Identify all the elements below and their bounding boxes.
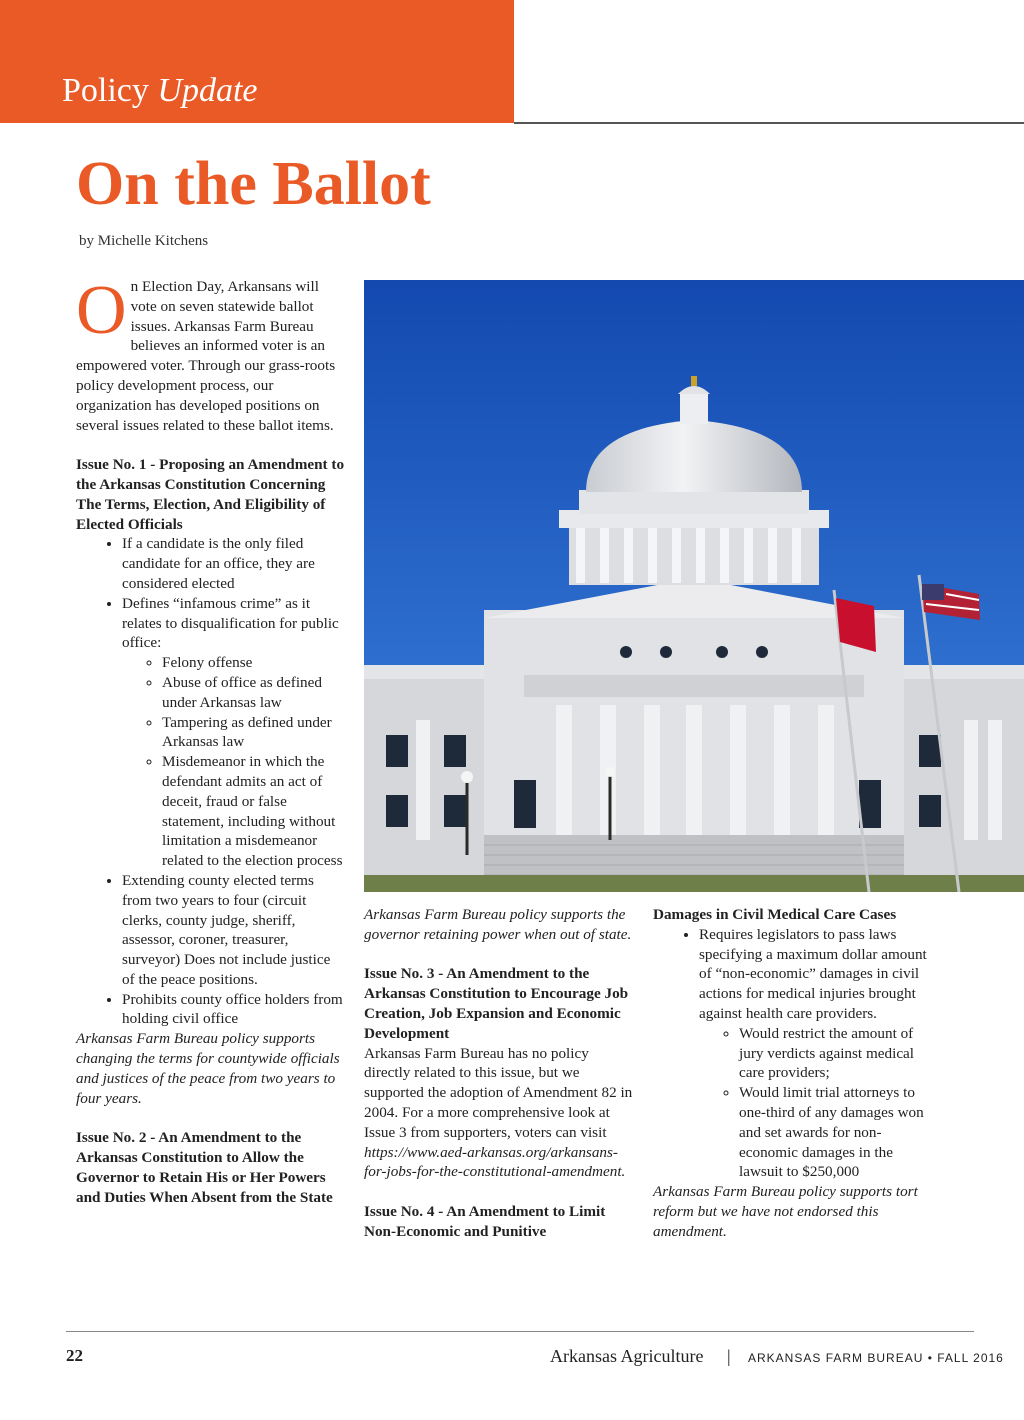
list-item-text: Requires legislators to pass laws specifying a maximum dollar amount of “non-economic” damages in civil actions for medical injuries brought against health care providers. xyxy=(699,925,927,1022)
list-item: • If a candidate is the only filed candidate for an office, they are considered elected xyxy=(122,534,346,593)
sub-list-item: ◦ Would restrict the amount of jury verdicts against medical care providers; xyxy=(739,1024,928,1083)
issue-4-heading-continued: Damages in Civil Medical Care Cases xyxy=(653,906,897,923)
byline: by Michelle Kitchens xyxy=(79,233,209,249)
footer-org-issue: ARKANSAS FARM BUREAU • FALL 2016 xyxy=(748,1351,1004,1365)
footer-separator: | xyxy=(727,1346,731,1366)
issue-3-heading: Issue No. 3 - An Amendment to the Arkansas Constitution to Encourage Job Creation, Job Expansion and Economic Development xyxy=(364,965,629,1042)
list-item xyxy=(122,594,346,871)
list-item-text: Defines “infamous crime” as it relates to disqualification for public office: xyxy=(122,594,339,652)
issue-4-heading: Issue No. 4 - An Amendment to Limit Non-Economic and Punitive xyxy=(364,1202,606,1240)
issue-3-link[interactable]: https://www.aed-arkansas.org/arkansans-for-jobs-for-the-constitutional-amendment. xyxy=(364,1143,626,1181)
drop-cap: O xyxy=(76,272,127,349)
section-label-word-italic: Update xyxy=(157,72,258,109)
page-number: 22 xyxy=(66,1346,83,1365)
issue-1-list xyxy=(76,534,346,1029)
column-1 xyxy=(76,272,346,1207)
footer-rule xyxy=(66,1331,974,1332)
sub-list-item: ◦ Misdemeanor in which the defendant admits an act of deceit, fraud or false statement, including without limitation a misdemeanor related to the election process xyxy=(162,752,346,871)
sub-list xyxy=(699,1024,928,1182)
issue-3-body xyxy=(364,1044,636,1183)
issue-4-policy: Arkansas Farm Bureau policy supports tort reform but we have not endorsed this amendment. xyxy=(653,1183,918,1240)
list-item: • Extending county elected terms from two years to four (circuit clerks, county judge, sheriff, assessor, coroner, treasurer, surveyor) Does not include justice of the peace positions. xyxy=(122,871,346,990)
list-item xyxy=(699,925,928,1182)
header-rule xyxy=(514,122,1024,124)
issue-2-policy: Arkansas Farm Bureau policy supports the governor retaining power when out of state. xyxy=(364,906,632,943)
section-label-word: Policy xyxy=(62,72,149,109)
issue-3-text: Arkansas Farm Bureau has no policy directly related to this issue, but we supported the adoption of Amendment 82 in 2004. For a more comprehensive look at Issue 3 from supporters, voters can visit xyxy=(364,1044,633,1141)
column-3 xyxy=(653,905,928,1242)
sub-list-item: ◦ Would limit trial attorneys to one-third of any damages won and set awards for non-economic damages in the lawsuit to $250,000 xyxy=(739,1083,928,1182)
issue-2-heading: Issue No. 2 - An Amendment to the Arkansas Constitution to Allow the Governor to Retain His or Her Powers and Duties When Absent from the State xyxy=(76,1129,333,1206)
issue-1-policy: Arkansas Farm Bureau policy supports changing the terms for countywide officials and justices of the peace from two years to four years. xyxy=(76,1030,340,1107)
intro-text: n Election Day, Arkansans will vote on seven statewide ballot issues. Arkansas Farm Bureau believes an informed voter is an empowered voter. Through our grass-roots policy development process, our organization has developed positions on several issues related to these ballot items. xyxy=(76,278,336,434)
sub-list-item: ◦ Abuse of office as defined under Arkansas law xyxy=(162,673,346,713)
issue-1-heading: Issue No. 1 - Proposing an Amendment to the Arkansas Constitution Concerning The Terms, Election, And Eligibility of Elected Officials xyxy=(76,456,345,533)
list-item: • Prohibits county office holders from holding civil office xyxy=(122,990,346,1030)
section-label xyxy=(62,74,258,108)
sub-list xyxy=(122,653,346,871)
sub-list-item: ◦ Felony offense xyxy=(162,653,346,673)
intro-paragraph xyxy=(76,272,346,435)
article-title: On the Ballot xyxy=(76,150,431,218)
issue-4-list xyxy=(653,925,928,1182)
column-2 xyxy=(364,905,636,1242)
magazine-title: Arkansas Agriculture xyxy=(550,1346,704,1366)
sub-list-item: ◦ Tampering as defined under Arkansas law xyxy=(162,713,346,753)
capitol-photo xyxy=(364,280,1024,892)
